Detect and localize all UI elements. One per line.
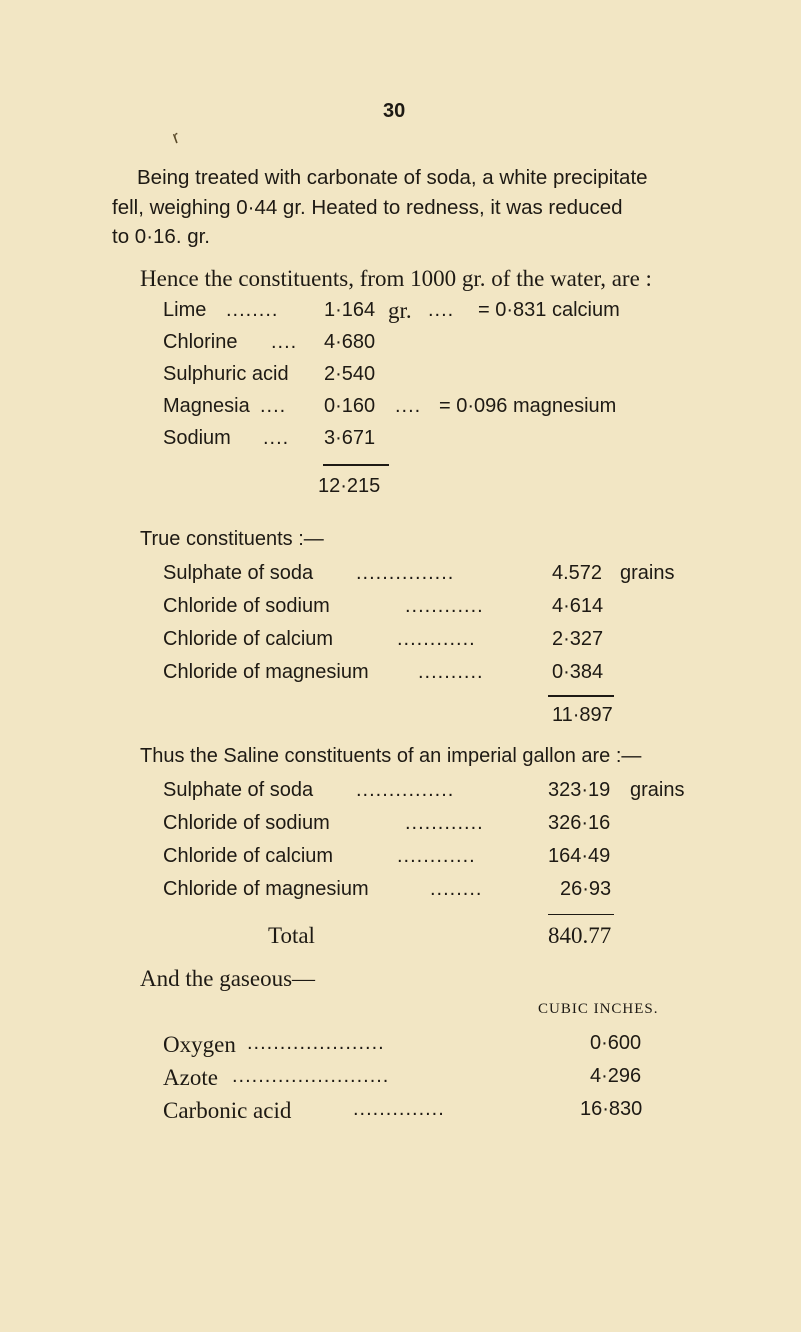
row-leader: ....	[271, 331, 298, 353]
row-value: 4·296	[590, 1065, 642, 1087]
row-unit: gr.	[388, 298, 412, 323]
row-label: Chloride of magnesium	[163, 661, 369, 683]
sum-total: 11·897	[552, 704, 613, 726]
row-leader: ........	[226, 299, 279, 321]
row-value: 4·614	[552, 595, 604, 617]
row-leader: ............	[397, 845, 476, 867]
row-value: 0·160	[324, 395, 376, 417]
sum-rule	[323, 464, 389, 466]
row-label: Sodium	[163, 427, 231, 449]
row-label: Chloride of calcium	[163, 628, 334, 650]
row-leader: ..........	[418, 661, 484, 683]
row-label: Azote	[163, 1065, 218, 1090]
row-value: 3·671	[324, 427, 376, 449]
row-label: Magnesia	[163, 395, 250, 417]
true-constituents-heading: True constituents :—	[140, 528, 324, 550]
row-label: Sulphate of soda	[163, 779, 314, 801]
total-label: Total	[268, 923, 315, 948]
row-value: 2·327	[552, 628, 604, 650]
row-label: Lime	[163, 299, 207, 321]
row-value: 4·680	[324, 331, 376, 353]
row-leader: .....................	[247, 1032, 385, 1054]
row-leader: ............	[405, 812, 484, 834]
row-label: Sulphate of soda	[163, 562, 314, 584]
row-eq-leader: ....	[395, 395, 422, 417]
sum-total: 840.77	[548, 923, 612, 948]
cubic-inches-header: CUBIC INCHES.	[538, 1001, 659, 1017]
intro-line-3: to 0·16. gr.	[112, 225, 211, 248]
row-label: Carbonic acid	[163, 1098, 292, 1123]
row-value: 323·19	[548, 779, 611, 801]
row-value: 2·540	[324, 363, 376, 385]
row-leader: ....	[263, 427, 290, 449]
row-label: Chlorine	[163, 331, 238, 353]
row-value: 1·164	[324, 299, 376, 321]
row-unit: grains	[630, 779, 685, 801]
gaseous-heading: And the gaseous—	[140, 966, 316, 991]
row-leader: ............	[397, 628, 476, 650]
page-number: 30	[383, 100, 406, 122]
row-value: 26·93	[560, 878, 612, 900]
row-value: 4.572	[552, 562, 603, 584]
row-leader: ........................	[232, 1065, 390, 1087]
saline-heading: Thus the Saline constituents of an imperial gallon are :—	[140, 745, 642, 767]
row-leader: ..............	[353, 1098, 445, 1120]
row-equivalent: = 0·096 magnesium	[439, 395, 617, 417]
row-label: Chloride of calcium	[163, 845, 334, 867]
row-leader: ...............	[356, 562, 455, 584]
row-label: Chloride of sodium	[163, 812, 330, 834]
row-label: Sulphuric acid	[163, 363, 289, 385]
row-value: 0·600	[590, 1032, 642, 1054]
sum-total: 12·215	[318, 475, 381, 497]
row-unit: grains	[620, 562, 675, 584]
row-label: Chloride of magnesium	[163, 878, 369, 900]
sum-rule	[548, 695, 614, 697]
row-leader: ...............	[356, 779, 455, 801]
row-value: 0·384	[552, 661, 604, 683]
row-equivalent: = 0·831 calcium	[478, 299, 620, 321]
row-label: Oxygen	[163, 1032, 236, 1057]
margin-mark: r	[169, 126, 183, 148]
intro-line-1: Being treated with carbonate of soda, a white precipitate	[137, 166, 648, 189]
row-label: Chloride of sodium	[163, 595, 330, 617]
row-eq-leader: ....	[428, 299, 455, 321]
sum-rule	[548, 914, 614, 915]
row-value: 164·49	[548, 845, 611, 867]
row-value: 16·830	[580, 1098, 643, 1120]
row-leader: ............	[405, 595, 484, 617]
constituents-heading: Hence the constituents, from 1000 gr. of the water, are :	[140, 266, 652, 291]
row-value: 326·16	[548, 812, 611, 834]
row-leader: ....	[260, 395, 287, 417]
intro-line-2: fell, weighing 0·44 gr. Heated to redness, it was reduced	[112, 196, 623, 219]
row-leader: ........	[430, 878, 483, 900]
